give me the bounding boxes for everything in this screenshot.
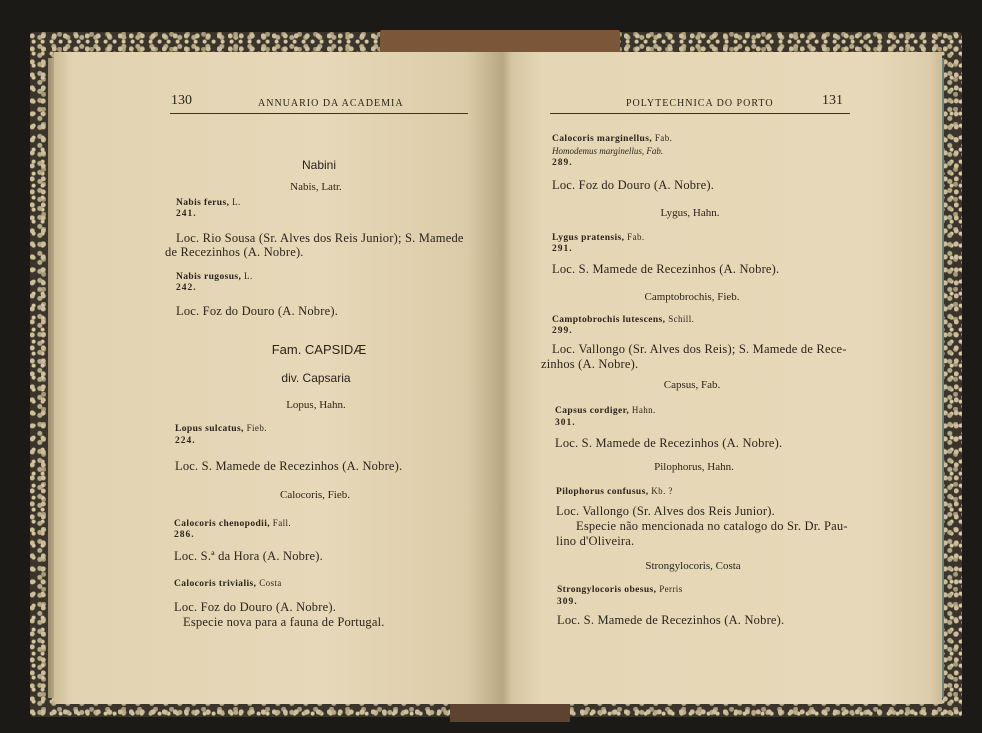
- family-heading: Fam. CAPSIDÆ: [271, 342, 367, 357]
- specimen-number: 309.: [557, 597, 578, 607]
- species-name: Calocoris trivialis, Costa: [174, 578, 282, 589]
- specimen-number: 291.: [552, 244, 573, 254]
- locality-text: Loc. Foz do Douro (A. Nobre).: [552, 178, 715, 192]
- running-header: POLYTECHNICA DO PORTO: [626, 98, 774, 109]
- genus-heading: Pilophorus, Hahn.: [654, 461, 734, 473]
- page-number: 131: [822, 93, 843, 108]
- specimen-number: 224.: [175, 436, 196, 446]
- species-name: Strongylocoris obesus, Perris: [557, 584, 683, 595]
- species-name: Calocoris marginellus, Fab.: [552, 133, 673, 144]
- genus-heading: Camptobrochis, Fieb.: [644, 291, 740, 303]
- locality-text: Loc. Rio Sousa (Sr. Alves dos Reis Junior); S. Mamede: [176, 231, 464, 245]
- locality-text: de Recezinhos (A. Nobre).: [165, 245, 304, 259]
- genus-heading: Capsus, Fab.: [663, 379, 721, 391]
- note-text: Especie não mencionada no catalogo do Sr. Dr. Pau-: [576, 519, 848, 533]
- specimen-number: 299.: [552, 326, 573, 336]
- locality-text: Loc. S.ª da Hora (A. Nobre).: [174, 549, 323, 563]
- synonym-name: Homodemus marginellus, Fab.: [552, 146, 664, 156]
- locality-text: Loc. S. Mamede de Recezinhos (A. Nobre).: [555, 436, 783, 450]
- note-text: Especie nova para a fauna de Portugal.: [183, 615, 385, 629]
- genus-heading: Lygus, Hahn.: [660, 207, 720, 219]
- running-header: ANNUARIO DA ACADEMIA: [258, 98, 404, 109]
- division-heading: div. Capsaria: [281, 371, 351, 385]
- locality-text: Loc. Vallongo (Sr. Alves dos Reis Junior).: [556, 504, 775, 518]
- species-name: Calocoris chenopodii, Fall.: [174, 518, 292, 529]
- specimen-number: 241.: [176, 209, 197, 219]
- genus-heading: Lopus, Hahn.: [286, 399, 346, 411]
- locality-text: Loc. Vallongo (Sr. Alves dos Reis); S. Mamede de Rece-: [552, 342, 847, 356]
- genus-heading: Calocoris, Fieb.: [280, 489, 350, 501]
- note-text: lino d'Oliveira.: [556, 534, 635, 548]
- specimen-number: 286.: [174, 530, 195, 540]
- species-name: Lopus sulcatus, Fieb.: [175, 423, 267, 434]
- tribe-heading: Nabini: [301, 158, 337, 172]
- species-name: Capsus cordiger, Hahn.: [555, 405, 656, 416]
- genus-heading: Nabis, Latr.: [290, 181, 342, 193]
- species-name: Camptobrochis lutescens, Schill.: [552, 314, 695, 325]
- header-rule: [550, 113, 850, 114]
- page-number: 130: [171, 93, 192, 108]
- species-name: Nabis ferus, L.: [176, 197, 241, 208]
- species-name: Lygus pratensis, Fab.: [552, 232, 645, 243]
- locality-text: Loc. S. Mamede de Recezinhos (A. Nobre).: [175, 459, 403, 473]
- genus-heading: Strongylocoris, Costa: [645, 560, 741, 572]
- header-rule: [170, 113, 468, 114]
- species-name: Nabis rugosus, L.: [176, 271, 253, 282]
- specimen-number: 301.: [555, 418, 576, 428]
- specimen-number: 242.: [176, 283, 197, 293]
- locality-text: Loc. S. Mamede de Recezinhos (A. Nobre).: [557, 613, 785, 627]
- locality-text: zinhos (A. Nobre).: [541, 357, 639, 371]
- specimen-number: 289.: [552, 158, 573, 168]
- locality-text: Loc. S. Mamede de Recezinhos (A. Nobre).: [552, 262, 780, 276]
- locality-text: Loc. Foz do Douro (A. Nobre).: [174, 600, 337, 614]
- locality-text: Loc. Foz do Douro (A. Nobre).: [176, 304, 339, 318]
- species-name: Pilophorus confusus, Kb. ?: [556, 486, 673, 497]
